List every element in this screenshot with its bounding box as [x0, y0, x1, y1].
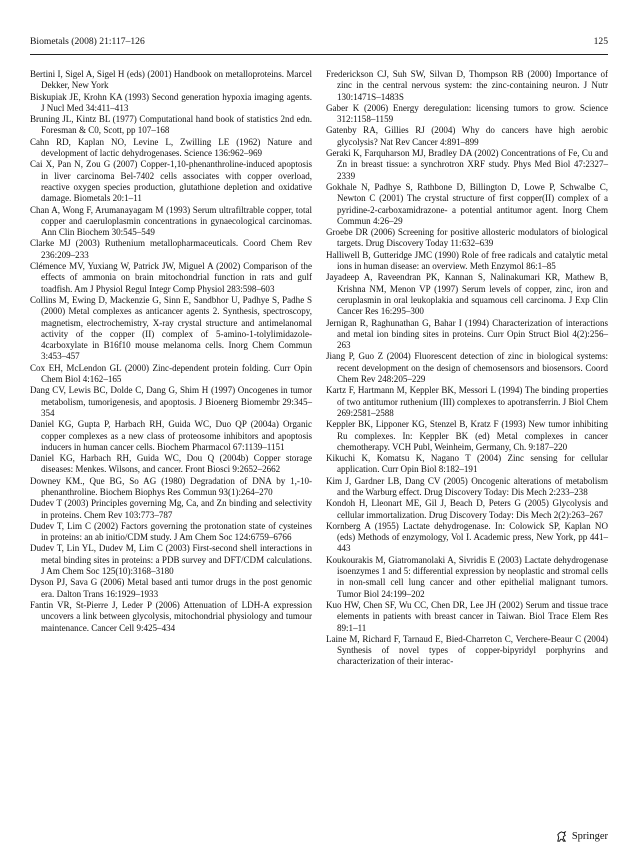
- reference-item: Keppler BK, Lipponer KG, Stenzel B, Kratz F (1993) New tumor inhibiting Ru complexes. In: Keppler BK (ed) Metal complexes in cancer chemotherapy. VCH Publ, Weinheim, Germany, Ch. 9:187–220: [326, 419, 608, 452]
- reference-item: Kornberg A (1955) Lactate dehydrogenase. In: Colowick SP, Kaplan NO (eds) Methods of enzymology, Vol I. Academic press, New York, pp 441–443: [326, 520, 608, 554]
- reference-item: Clémence MV, Yuxiang W, Patrick JW, Miguel A (2002) Comparison of the effects of ammonia on brain mitochondrial function in rats and gulf toadfish. Am J Physiol Regul Integr Comp Physiol 283:598–603: [30, 261, 312, 294]
- page-number: 125: [593, 36, 608, 47]
- reference-item: Downey KM., Que BG, So AG (1980) Degradation of DNA by 1,-10-phenanthroline. Biochem Biophys Res Commun 93(1):264–270: [30, 475, 312, 497]
- reference-item: Cai X, Pan N, Zou G (2007) Copper-1,10-phenanthroline-induced apoptosis in liver carcinoma Bel-7402 cells associates with copper overload, reactive oxygen species production, glutathione depletion and oxidative damage. Biometals 20:1–11: [30, 159, 312, 204]
- reference-item: Kartz F, Hartmann M, Keppler BK, Messori L (1994) The binding properties of two antitumor ruthenium (III) complexes to apotransferrin. J Biol Chem 269:2581–2588: [326, 385, 608, 418]
- reference-item: Kondoh H, Lleonart ME, Gil J, Beach D, Peters G (2005) Glycolysis and cellular immortalization. Drug Discovery Today: Dis Mech 2(2):263–267: [326, 498, 608, 520]
- reference-item: Groebe DR (2006) Screening for positive allosteric modulators of biological targets. Drug Discovery Today 11:632–639: [326, 227, 608, 249]
- header-rule: [30, 54, 608, 55]
- reference-item: Daniel KG, Harbach RH, Guida WC, Dou Q (2004b) Copper storage diseases: Menkes. Wilsons, and cancer. Front Biosci 9:2652–2662: [30, 453, 312, 475]
- reference-item: Chan A, Wong F, Arumanayagam M (1993) Serum ultrafiltrable copper, total copper and caeruloplasmin concentrations in gynaecological carcinomas. Ann Clin Biochem 30:545–549: [30, 204, 312, 238]
- reference-item: Dyson PJ, Sava G (2006) Metal based anti tumor drugs in the post genomic era. Dalton Trans 16:1929–1933: [30, 577, 312, 599]
- reference-item: Gaber K (2006) Energy deregulation: licensing tumors to grow. Science 312:1158–1159: [326, 102, 608, 125]
- reference-item: Daniel KG, Gupta P, Harbach RH, Guida WC, Duo QP (2004a) Organic copper complexes as a new class of proteosome inhibitors and apoptosis inducers in human cancer cells. Biochem Pharmacol 67:1139–1151: [30, 419, 312, 452]
- running-header: [30, 36, 608, 50]
- reference-item: Cahn RD, Kaplan NO, Levine L, Zwilling LE (1962) Nature and development of lactic dehydrogenases. Science 136:962–969: [30, 136, 312, 159]
- reference-item: Dang CV, Lewis BC, Dolde C, Dang G, Shim H (1997) Oncogenes in tumor metabolism, tumorigenesis, and apoptosis. J Bioenerg Biomembr 29:345–354: [30, 385, 312, 418]
- reference-item: Jayadeep A, Raveendran PK, Kannan S, Nalinakumari KR, Mathew B, Krishna NM, Menon VP (1997) Serum levels of copper, zinc, iron and ceruplasmin in oral leukoplakia and squamous cell carcinoma. J Exp Clin Cancer Res 16:295–300: [326, 272, 608, 317]
- reference-item: Gokhale N, Padhye S, Rathbone D, Billington D, Lowe P, Schwalbe C, Newton C (2001) The crystal structure of first copper(II) complex of a pyridine-2-carboxamidrazone- a potential antitumor agent. Inorg Chem Commun 4:26–29: [326, 181, 608, 226]
- reference-item: Clarke MJ (2003) Ruthenium metallopharmaceuticals. Coord Chem Rev 236:209–233: [30, 238, 312, 260]
- reference-item: Kuo HW, Chen SF, Wu CC, Chen DR, Lee JH (2002) Serum and tissue trace elements in patients with breast cancer in Taiwan. Biol Trace Elem Res 89:1–11: [326, 599, 608, 633]
- references-column-right: [326, 69, 608, 668]
- reference-item: Jernigan R, Raghunathan G, Bahar I (1994) Characterization of interactions and metal ion binding sites in proteins. Curr Opin Struct Biol 4(2):256–263: [326, 317, 608, 351]
- reference-item: Frederickson CJ, Suh SW, Silvan D, Thompson RB (2000) Importance of zinc in the central nervous system: the zinc-containing neuron. J Nutr 130:1471S–1483S: [326, 69, 608, 102]
- reference-item: Dudev T (2003) Principles governing Mg, Ca, and Zn binding and selectivity in proteins. Chem Rev 103:773–787: [30, 498, 312, 520]
- reference-item: Collins M, Ewing D, Mackenzie G, Sinn E, Sandbhor U, Padhye S, Padhe S (2000) Metal complexes as anticancer agents 2. Synthesis, spectroscopy, magnetism, electrochemistry, X-ray crystal structure and antimelanomal activity of the copper (II) complex of 5-amino-1-tolylimidazole-4carboxylate in B16f10 mouse melanoma cells. Inorg Chem Commun 3:453–457: [30, 294, 312, 362]
- springer-horse-icon: [555, 830, 568, 843]
- reference-item: Bertini I, Sigel A, Sigel H (eds) (2001) Handbook on metalloproteins. Marcel Dekker, New York: [30, 69, 312, 91]
- reference-item: Gatenby RA, Gillies RJ (2004) Why do cancers have high aerobic glycolysis? Nat Rev Cancer 4:891–899: [326, 125, 608, 147]
- reference-item: Jiang P, Guo Z (2004) Fluorescent detection of zinc in biological systems: recent development on the design of chemosensors and biosensors. Coord Chem Rev 248:205–229: [326, 351, 608, 385]
- reference-item: Biskupiak JE, Krohn KA (1993) Second generation hypoxia imaging agents. J Nucl Med 34:411–413: [30, 91, 312, 113]
- reference-item: Halliwell B, Gutteridge JMC (1990) Role of free radicals and catalytic metal ions in human disease: an overview. Meth Enzymol 86:1–85: [326, 249, 608, 272]
- reference-item: Koukourakis M, Giatromanolaki A, Sivridis E (2003) Lactate dehydrogenase isoenzymes 1 and 5: differential expression by neoplastic and stromal cells in non-small cell lung cancer and other epithelial malignant tumors. Tumor Biol 24:199–202: [326, 554, 608, 599]
- reference-item: Dudev T, Lin YL, Dudev M, Lim C (2003) First-second shell interactions in metal binding sites in proteins: a PDB survey and DFT/CDM calculations. J Am Chem Soc 125(10):3168–3180: [30, 543, 312, 577]
- reference-item: Cox EH, McLendon GL (2000) Zinc-dependent protein folding. Curr Opin Chem Biol 4:162–165: [30, 362, 312, 385]
- reference-item: Dudev T, Lim C (2002) Factors governing the protonation state of cysteines in proteins: an ab initio/CDM study. J Am Chem Soc 124:6759–6766: [30, 520, 312, 543]
- reference-item: Kikuchi K, Komatsu K, Nagano T (2004) Zinc sensing for cellular application. Curr Opin Biol 8:182–191: [326, 453, 608, 475]
- reference-item: Laine M, Richard F, Tarnaud E, Bied-Charreton C, Verchere-Beaur C (2004) Synthesis of novel types of copper-bipyridyl porphyrins and characterization of their interac-: [326, 633, 608, 667]
- publisher-name: Springer: [571, 830, 608, 842]
- references-column-left: [30, 69, 312, 634]
- reference-item: Geraki K, Farquharson MJ, Bradley DA (2002) Concentrations of Fe, Cu and Zn in breast tissue: a synchrotron XRF study. Phys Med Biol 47:2327–2339: [326, 148, 608, 181]
- reference-item: Bruning JL, Kintz BL (1977) Computational hand book of statistics 2nd edn. Foresman & C0, Scott, pp 107–168: [30, 114, 312, 136]
- publisher-footer: [555, 827, 608, 845]
- reference-item: Fantin VR, St-Pierre J, Leder P (2006) Attenuation of LDH-A expression uncovers a link between glycolysis, mitochondrial physiology and tumour maintenance. Cancer Cell 9:425–434: [30, 599, 312, 633]
- journal-citation: Biometals (2008) 21:117–126: [30, 36, 145, 47]
- reference-item: Kim J, Gardner LB, Dang CV (2005) Oncogenic alterations of metabolism and the Warburg effect. Drug Discovery Today: Dis Mech 2:233–238: [326, 475, 608, 497]
